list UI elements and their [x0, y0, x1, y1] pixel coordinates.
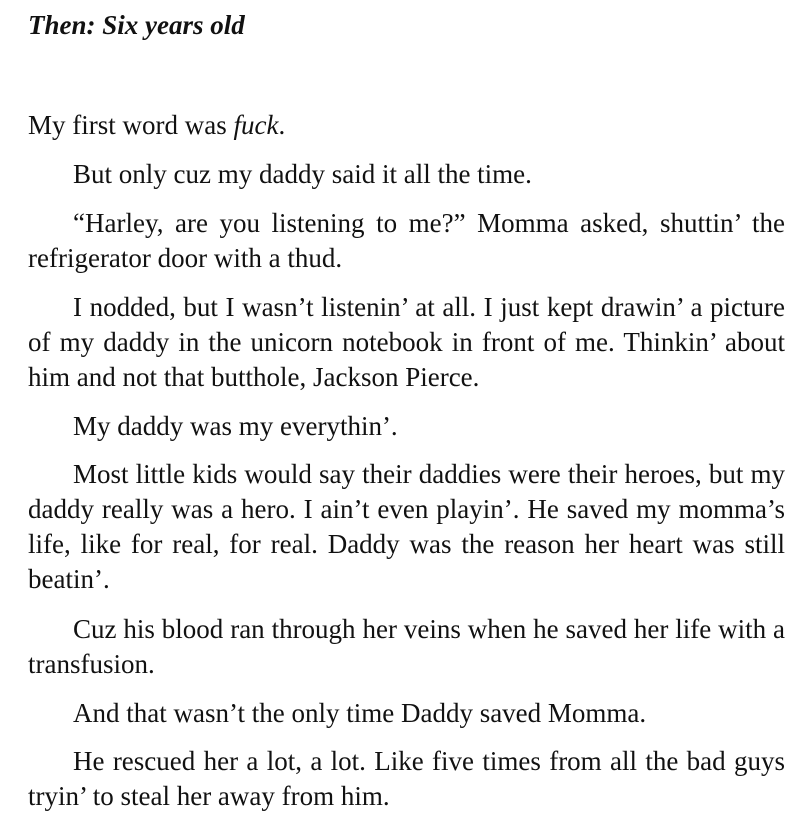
paragraph: And that wasn’t the only time Daddy saved Momma. [73, 698, 647, 728]
paragraph: Most little kids would say their daddies were their heroes, but my daddy really was a hero. I ain’t even playin’. He saved my momma’s life, like for real, for real. Daddy was the reason her heart was still beatin’. [28, 459, 785, 594]
paragraph: He rescued her a lot, a lot. Like five times from all the bad guys tryin’ to steal her away from him. [28, 746, 785, 811]
paragraph: “Harley, are you listening to me?” Momma asked, shuttin’ the refrigerator door with a thud. [28, 208, 785, 273]
paragraph: But only cuz my daddy said it all the time. [73, 159, 532, 189]
paragraph: I nodded, but I wasn’t listenin’ at all. I just kept drawin’ a picture of my daddy in the unicorn notebook in front of me. Thinkin’ about him and not that butthole, Jackson Pierce. [28, 292, 785, 392]
chapter-heading: Then: Six years old [28, 10, 245, 40]
paragraph: My daddy was my everythin’. [73, 411, 398, 441]
paragraph: Cuz his blood ran through her veins when he saved her life with a transfusion. [28, 614, 785, 679]
paragraph-text-before: My first word was [28, 110, 234, 140]
paragraph-text-after: . [278, 110, 286, 140]
paragraph-first-word [28, 108, 785, 143]
emphasized-word: fuck [233, 110, 279, 140]
